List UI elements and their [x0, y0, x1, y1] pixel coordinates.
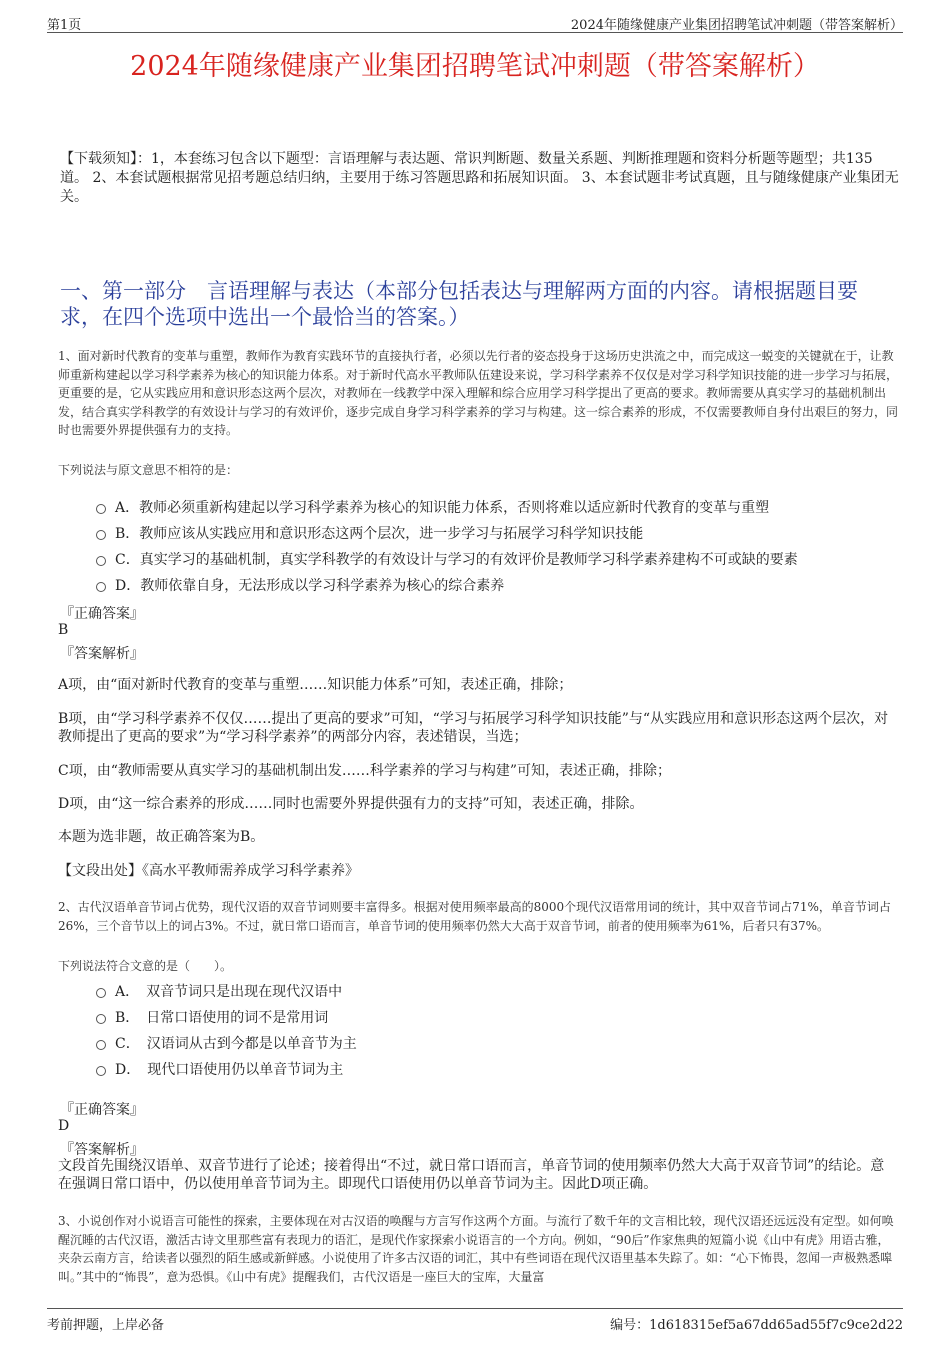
radio-icon[interactable]: [96, 988, 106, 998]
header-doc-title: 2024年随缘健康产业集团招聘笔试冲刺题（带答案解析）: [570, 18, 903, 33]
download-notice: 【下载须知】：1，本套练习包含以下题型：言语理解与表达题、常识判断题、数量关系题、判断推理题和资料分析题等题型；共135道。 2、本套试题根据常见招考题总结归纳，主要用于练习答题思路和拓展知识面。 3、本套试题非考试真题，且与随缘健康产业集团无关。: [60, 151, 899, 205]
radio-icon[interactable]: [96, 1014, 106, 1024]
q2-stem: 下列说法符合文意的是（ ）。: [58, 959, 233, 973]
radio-icon[interactable]: [96, 1066, 106, 1076]
radio-icon[interactable]: [96, 504, 106, 514]
radio-icon[interactable]: [96, 1040, 106, 1050]
footer-serial: 编号：1d618315ef5a67dd65ad55f7c9ce2d22: [610, 1318, 903, 1333]
q1-option-b[interactable]: B．教师应该从实践应用和意识形态这两个层次，进一步学习与拓展学习科学知识技能: [96, 523, 643, 543]
q3-passage: 3、小说创作对小说语言可能性的探索，主要体现在对古汉语的唤醒与方言写作这两个方面。与流行了数千年的文言相比较，现代汉语还远远没有定型。如何唤醒沉睡的古代汉语，激活古诗文里那些富有表现力的语汇，是现代作家探索小说语言的一个方向。例如，“90后”作家焦典的短篇小说《山中有虎》用语古雅，夹杂云南方言，给读者以强烈的陌生感或新鲜感。小说使用了许多古汉语的词汇，其中有些词语在现代汉语里基本失踪了。如：“心下怖畏，忽闻一声极熟悉嗥叫。”其中的“怖畏”，意为恐惧。《山中有虎》提醒我们，古代汉语是一座巨大的宝库，大量富: [58, 1214, 894, 1284]
q1-option-a[interactable]: A．教师必须重新构建起以学习科学素养为核心的知识能力体系，否则将难以适应新时代教育的变革与重塑: [96, 497, 769, 517]
q2-option-b[interactable]: B． 日常口语使用的词不是常用词: [96, 1007, 328, 1027]
q2-analysis: 文段首先围绕汉语单、双音节进行了论述；接着得出“不过，就日常口语而言，单音节词的使用频率仍然大大高于双音节词”的结论。意在强调日常口语中，仍以使用单音节词为主。即现代口语使用仍以单音节词为主。因此D项正确。: [58, 1158, 885, 1192]
q1-analysis-b: B项，由“学习科学素养不仅仅……提出了更高的要求”可知，“学习与拓展学习科学知识技能”与“从实践应用和意识形态这两个层次，对教师提出了更高的要求”为“学习科学素养”的两部分内容，表述错误，当选；: [58, 711, 889, 745]
q2-answer: D: [58, 1118, 70, 1134]
q1-analysis-c: C项，由“教师需要从真实学习的基础机制出发……科学素养的学习与构建”可知，表述正确，排除；: [58, 763, 672, 779]
q1-stem: 下列说法与原文意思不相符的是：: [58, 463, 239, 477]
q1-answer: B: [58, 622, 69, 638]
q2-answer-label: 『正确答案』: [60, 1102, 144, 1118]
q1-option-c[interactable]: C．真实学习的基础机制，真实学科教学的有效设计与学习的有效评价是教师学习科学素养建构不可或缺的要素: [96, 549, 798, 569]
page-number: 第1页: [47, 18, 82, 33]
q2-analysis-label: 『答案解析』: [60, 1142, 144, 1158]
page-footer: [47, 1308, 903, 1333]
q2-option-d[interactable]: D． 现代口语使用仍以单音节词为主: [96, 1059, 343, 1079]
radio-icon[interactable]: [96, 556, 106, 566]
radio-icon[interactable]: [96, 530, 106, 540]
q1-passage: 1、面对新时代教育的变革与重塑，教师作为教育实践环节的直接执行者，必须以先行者的姿态投身于这场历史洪流之中，而完成这一蜕变的关键就在于，让教师重新构建起以学习科学素养为核心的知识能力体系。对于新时代高水平教师队伍建设来说，学习科学素养不仅仅是对学习科学知识技能的进一步学习与拓展，更重要的是，它从实践应用和意识形态这两个层次，对教师在一线教学中深入理解和综合应用学习科学提出了更高的要求。教师需要从真实学习的基础机制出发，结合真实学科教学的有效设计与学习的有效评价，逐步完成自身学习科学素养的学习与构建。这一综合素养的形成，不仅需要教师自身付出艰巨的努力，同时也需要外界提供强有力的支持。: [58, 349, 899, 437]
radio-icon[interactable]: [96, 582, 106, 592]
q1-analysis-label: 『答案解析』: [60, 646, 144, 662]
q2-option-a[interactable]: A． 双音节词只是出现在现代汉语中: [96, 981, 342, 1001]
document-title: 2024年随缘健康产业集团招聘笔试冲刺题（带答案解析）: [130, 51, 820, 82]
q1-analysis-a: A项，由“面对新时代教育的变革与重塑……知识能力体系”可知，表述正确，排除；: [58, 677, 573, 693]
q1-option-d[interactable]: D．教师依靠自身，无法形成以学习科学素养为核心的综合素养: [96, 575, 504, 595]
q1-analysis-d: D项，由“这一综合素养的形成……同时也需要外界提供强有力的支持”可知，表述正确，排除。: [58, 796, 644, 812]
section-heading: 一、第一部分 言语理解与表达（本部分包括表达与理解两方面的内容。请根据题目要求，在四个选项中选出一个最恰当的答案。）: [60, 279, 858, 329]
q1-source: 【文段出处】《高水平教师需养成学习科学素养》: [58, 863, 359, 879]
q2-passage: 2、古代汉语单音节词占优势，现代汉语的双音节词则要丰富得多。根据对使用频率最高的8000个现代汉语常用词的统计，其中双音节词占71%，单音节词占26%，三个音节以上的词占3%。不过，就日常口语而言，单音节词的使用频率仍然大大高于双音节词，前者的使用频率为61%，后者只有37%。: [58, 900, 891, 933]
q1-conclusion: 本题为选非题，故正确答案为B。: [58, 829, 265, 845]
footer-slogan: 考前押题，上岸必备: [47, 1318, 165, 1333]
page-header: [47, 12, 903, 33]
q1-answer-label: 『正确答案』: [60, 606, 144, 622]
q2-option-c[interactable]: C． 汉语词从古到今都是以单音节为主: [96, 1033, 357, 1053]
